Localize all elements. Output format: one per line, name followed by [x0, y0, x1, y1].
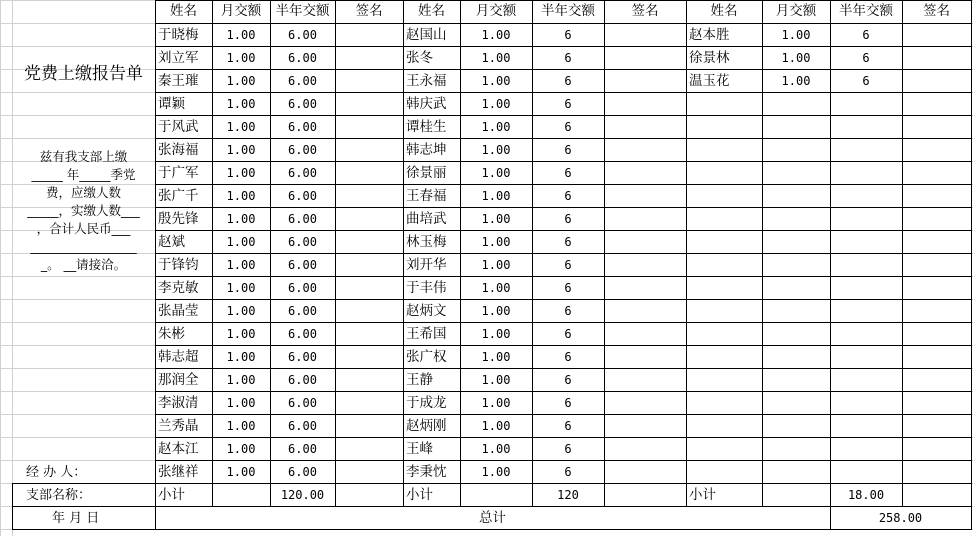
- half-year-dues-cell[interactable]: 6: [564, 258, 572, 272]
- half-year-dues-cell[interactable]: 6.00: [288, 419, 317, 433]
- monthly-dues-cell[interactable]: 1.00: [226, 74, 256, 88]
- member-name-cell[interactable]: 曲培武: [406, 211, 447, 227]
- column-header-sign[interactable]: 签名: [355, 3, 383, 19]
- half-year-dues-cell[interactable]: 6.00: [288, 258, 317, 272]
- notice-line: ，合计人民币___: [36, 221, 131, 236]
- member-name-cell[interactable]: 徐景丽: [406, 165, 447, 181]
- monthly-dues-cell[interactable]: 1.00: [481, 442, 511, 456]
- subtotal-value[interactable]: 120.00: [280, 488, 325, 502]
- half-year-dues-cell[interactable]: 6.00: [288, 442, 317, 456]
- member-name-cell[interactable]: 张海福: [158, 142, 199, 158]
- member-name-cell[interactable]: 温玉花: [689, 73, 730, 89]
- monthly-dues-cell[interactable]: 1.00: [481, 327, 511, 341]
- subtotal-label[interactable]: 小计: [158, 487, 185, 503]
- member-name-cell[interactable]: 秦王璀: [158, 73, 199, 89]
- half-year-dues-cell[interactable]: 6.00: [288, 97, 317, 111]
- monthly-dues-cell[interactable]: 1.00: [481, 120, 511, 134]
- monthly-dues-cell[interactable]: 1.00: [481, 419, 511, 433]
- column-header-monthly[interactable]: 月交额: [220, 3, 262, 19]
- member-name-cell[interactable]: 李秉忱: [406, 464, 447, 480]
- half-year-dues-cell[interactable]: 6: [564, 97, 572, 111]
- member-name-cell[interactable]: 张广千: [158, 188, 199, 204]
- half-year-dues-cell[interactable]: 6.00: [288, 166, 317, 180]
- member-name-cell[interactable]: 徐景林: [689, 50, 730, 66]
- monthly-dues-cell[interactable]: 1.00: [226, 442, 256, 456]
- monthly-dues-cell[interactable]: 1.00: [481, 373, 511, 387]
- member-name-cell[interactable]: 李淑清: [158, 395, 199, 411]
- half-year-dues-cell[interactable]: 6.00: [288, 189, 317, 203]
- member-name-cell[interactable]: 赵炳文: [406, 303, 447, 319]
- half-year-dues-cell[interactable]: 6: [862, 28, 870, 42]
- half-year-dues-cell[interactable]: 6.00: [288, 465, 317, 479]
- half-year-dues-cell[interactable]: 6.00: [288, 373, 317, 387]
- half-year-dues-cell[interactable]: 6: [564, 189, 572, 203]
- member-name-cell[interactable]: 赵本胜: [689, 27, 730, 43]
- monthly-dues-cell[interactable]: 1.00: [226, 212, 256, 226]
- half-year-dues-cell[interactable]: 6: [564, 74, 572, 88]
- half-year-dues-cell[interactable]: 6.00: [288, 212, 317, 226]
- monthly-dues-cell[interactable]: 1.00: [481, 51, 511, 65]
- notice-line: _。 __请接洽。: [40, 257, 127, 272]
- member-name-cell[interactable]: 于广军: [158, 165, 199, 181]
- member-name-cell[interactable]: 那润全: [158, 372, 199, 388]
- member-name-cell[interactable]: 韩志坤: [406, 142, 447, 158]
- member-name-cell[interactable]: 于丰伟: [406, 280, 447, 296]
- half-year-dues-cell[interactable]: 6: [564, 120, 572, 134]
- member-name-cell[interactable]: 刘立军: [158, 50, 199, 66]
- monthly-dues-cell[interactable]: 1.00: [481, 97, 511, 111]
- member-name-cell[interactable]: 于锋钧: [158, 257, 199, 273]
- monthly-dues-cell[interactable]: 1.00: [481, 396, 511, 410]
- monthly-dues-cell[interactable]: 1.00: [226, 51, 256, 65]
- monthly-dues-cell[interactable]: 1.00: [481, 281, 511, 295]
- half-year-dues-cell[interactable]: 6.00: [288, 120, 317, 134]
- monthly-dues-cell[interactable]: 1.00: [226, 419, 256, 433]
- half-year-dues-cell[interactable]: 6.00: [288, 235, 317, 249]
- monthly-dues-cell[interactable]: 1.00: [481, 212, 511, 226]
- member-name-cell[interactable]: 韩志超: [158, 349, 199, 365]
- branch-name-label: 支部名称：: [26, 488, 92, 503]
- half-year-dues-cell[interactable]: 6.00: [288, 28, 317, 42]
- half-year-dues-cell[interactable]: 6: [564, 235, 572, 249]
- member-name-cell[interactable]: 兰秀晶: [158, 418, 199, 434]
- monthly-dues-cell[interactable]: 1.00: [226, 304, 256, 318]
- monthly-dues-cell[interactable]: 1.00: [481, 350, 511, 364]
- monthly-dues-cell[interactable]: 1.00: [481, 74, 511, 88]
- member-name-cell[interactable]: 赵国山: [406, 27, 447, 43]
- report-notice-text: [12, 148, 155, 274]
- monthly-dues-cell[interactable]: 1.00: [481, 465, 511, 479]
- monthly-dues-cell[interactable]: 1.00: [481, 235, 511, 249]
- subtotal-label[interactable]: 小计: [406, 487, 433, 503]
- half-year-dues-cell[interactable]: 6: [564, 465, 572, 479]
- member-name-cell[interactable]: 赵本江: [158, 441, 199, 457]
- monthly-dues-cell[interactable]: 1.00: [226, 281, 256, 295]
- monthly-dues-cell[interactable]: 1.00: [226, 189, 256, 203]
- column-header-monthly[interactable]: 月交额: [475, 3, 517, 19]
- column-header-monthly[interactable]: 月交额: [775, 3, 817, 19]
- handler-label: 经 办 人：: [26, 465, 87, 480]
- member-name-cell[interactable]: 刘开华: [406, 257, 447, 273]
- member-name-cell[interactable]: 殷先锋: [158, 211, 199, 227]
- member-name-cell[interactable]: 于晓梅: [158, 27, 199, 43]
- member-name-cell[interactable]: 朱彬: [158, 326, 185, 342]
- half-year-dues-cell[interactable]: 6.00: [288, 143, 317, 157]
- half-year-dues-cell[interactable]: 6.00: [288, 396, 317, 410]
- half-year-dues-cell[interactable]: 6: [564, 212, 572, 226]
- member-name-cell[interactable]: 林玉梅: [406, 234, 447, 250]
- half-year-dues-cell[interactable]: 6: [564, 304, 572, 318]
- half-year-dues-cell[interactable]: 6: [564, 327, 572, 341]
- half-year-dues-cell[interactable]: 6.00: [288, 74, 317, 88]
- half-year-dues-cell[interactable]: 6: [564, 442, 572, 456]
- half-year-dues-cell[interactable]: 6.00: [288, 51, 317, 65]
- member-name-cell[interactable]: 王静: [406, 372, 433, 388]
- half-year-dues-cell[interactable]: 6: [564, 28, 572, 42]
- left-block-border: [12, 483, 13, 530]
- half-year-dues-cell[interactable]: 6: [564, 166, 572, 180]
- monthly-dues-cell[interactable]: 1.00: [481, 143, 511, 157]
- table-col-border: [604, 0, 605, 507]
- column-header-name[interactable]: 姓名: [170, 3, 197, 19]
- monthly-dues-cell[interactable]: 1.00: [781, 74, 811, 88]
- table-col-border: [902, 0, 903, 507]
- member-name-cell[interactable]: 张晶莹: [158, 303, 199, 319]
- half-year-dues-cell[interactable]: 6: [564, 143, 572, 157]
- column-header-name[interactable]: 姓名: [418, 3, 445, 19]
- member-name-cell[interactable]: 张广权: [406, 349, 447, 365]
- half-year-dues-cell[interactable]: 6.00: [288, 281, 317, 295]
- half-year-dues-cell[interactable]: 6: [564, 396, 572, 410]
- member-name-cell[interactable]: 王峰: [406, 441, 433, 457]
- notice-line: 费，应缴人数: [45, 185, 121, 200]
- half-year-dues-cell[interactable]: 6: [564, 51, 572, 65]
- half-year-dues-cell[interactable]: 6: [862, 51, 870, 65]
- monthly-dues-cell[interactable]: 1.00: [781, 51, 811, 65]
- monthly-dues-cell[interactable]: 1.00: [226, 28, 256, 42]
- table-col-border: [971, 506, 972, 530]
- half-year-dues-cell[interactable]: 6.00: [288, 327, 317, 341]
- half-year-dues-cell[interactable]: 6: [564, 350, 572, 364]
- notice-line: _________________: [30, 239, 137, 254]
- subtotal-value[interactable]: 18.00: [847, 488, 885, 502]
- member-name-cell[interactable]: 赵斌: [158, 234, 185, 250]
- monthly-dues-cell[interactable]: 1.00: [226, 166, 256, 180]
- member-name-cell[interactable]: 谭桂生: [406, 119, 447, 135]
- monthly-dues-cell[interactable]: 1.00: [226, 120, 256, 134]
- monthly-dues-cell[interactable]: 1.00: [226, 258, 256, 272]
- monthly-dues-cell[interactable]: 1.00: [226, 350, 256, 364]
- monthly-dues-cell[interactable]: 1.00: [226, 396, 256, 410]
- monthly-dues-cell[interactable]: 1.00: [481, 189, 511, 203]
- report-title: 党费上缴报告单: [24, 64, 143, 84]
- monthly-dues-cell[interactable]: 1.00: [226, 143, 256, 157]
- monthly-dues-cell[interactable]: 1.00: [481, 28, 511, 42]
- monthly-dues-cell[interactable]: 1.00: [226, 327, 256, 341]
- half-year-dues-cell[interactable]: 6: [862, 74, 870, 88]
- half-year-dues-cell[interactable]: 6: [564, 281, 572, 295]
- monthly-dues-cell[interactable]: 1.00: [781, 28, 811, 42]
- column-header-half_year[interactable]: 半年交额: [275, 3, 330, 19]
- member-name-cell[interactable]: 赵炳刚: [406, 418, 447, 434]
- monthly-dues-cell[interactable]: 1.00: [226, 97, 256, 111]
- column-header-sign[interactable]: 签名: [923, 3, 950, 19]
- member-name-cell[interactable]: 王希国: [406, 326, 447, 342]
- member-name-cell[interactable]: 张继祥: [158, 464, 199, 480]
- background-gridline: [0, 0, 1, 536]
- date-label: 年 月 日: [52, 511, 100, 526]
- member-name-cell[interactable]: 王春福: [406, 188, 447, 204]
- member-name-cell[interactable]: 谭颖: [158, 96, 185, 112]
- monthly-dues-cell[interactable]: 1.00: [481, 166, 511, 180]
- column-header-sign[interactable]: 签名: [631, 3, 659, 19]
- notice-line: _____，实缴人数___: [27, 203, 140, 218]
- notice-line: 兹有我支部上缴: [39, 149, 128, 164]
- monthly-dues-cell[interactable]: 1.00: [226, 235, 256, 249]
- grand-total-value[interactable]: 258.00: [878, 511, 923, 525]
- half-year-dues-cell[interactable]: 6: [564, 419, 572, 433]
- table-col-border: [335, 0, 336, 507]
- monthly-dues-cell[interactable]: 1.00: [481, 304, 511, 318]
- table-col-border: [971, 0, 972, 507]
- grand-total-label[interactable]: 总计: [479, 510, 506, 526]
- member-name-cell[interactable]: 于成龙: [406, 395, 447, 411]
- column-header-half_year[interactable]: 半年交额: [839, 3, 893, 19]
- monthly-dues-cell[interactable]: 1.00: [226, 465, 256, 479]
- subtotal-label[interactable]: 小计: [689, 487, 716, 503]
- member-name-cell[interactable]: 张冬: [406, 50, 433, 66]
- half-year-dues-cell[interactable]: 6.00: [288, 304, 317, 318]
- member-name-cell[interactable]: 王永福: [406, 73, 447, 89]
- monthly-dues-cell[interactable]: 1.00: [481, 258, 511, 272]
- member-name-cell[interactable]: 于风武: [158, 119, 199, 135]
- subtotal-value[interactable]: 120: [557, 488, 579, 502]
- column-header-half_year[interactable]: 半年交额: [541, 3, 595, 19]
- half-year-dues-cell[interactable]: 6: [564, 373, 572, 387]
- column-header-name[interactable]: 姓名: [710, 3, 738, 19]
- member-name-cell[interactable]: 韩庆武: [406, 96, 447, 112]
- member-name-cell[interactable]: 李克敏: [158, 280, 199, 296]
- monthly-dues-cell[interactable]: 1.00: [226, 373, 256, 387]
- half-year-dues-cell[interactable]: 6.00: [288, 350, 317, 364]
- notice-line: _____ 年_____季党: [31, 167, 136, 182]
